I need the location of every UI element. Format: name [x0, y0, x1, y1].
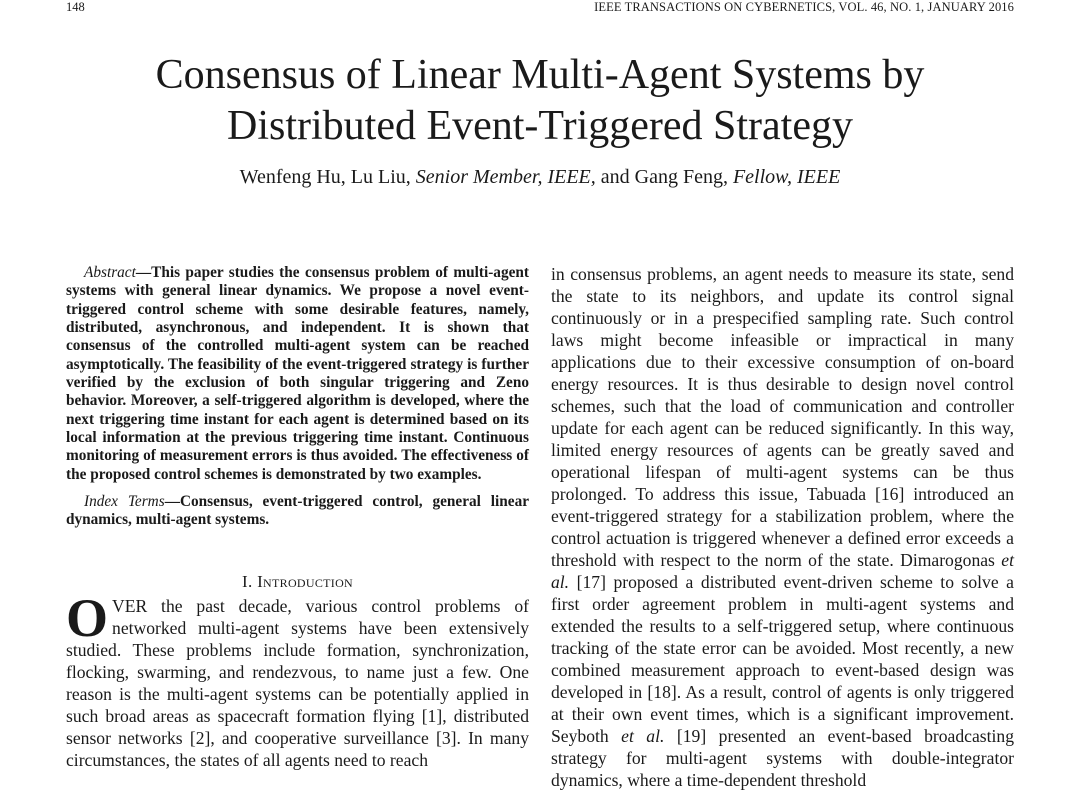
abstract-label: Abstract [84, 264, 136, 281]
citation-etal-2: et al. [621, 726, 665, 746]
citation-etal-1: et al. [551, 550, 1014, 592]
intro-paragraph [66, 587, 529, 771]
right-text-3: [19] presented an event-based broadcasting strategy for multi-agent systems with double-integrator dynamics, where a time-dependent threshold [551, 726, 1014, 790]
page-number: 148 [66, 0, 85, 14]
right-text-2: [17] proposed a distributed event-driven scheme to solve a first order agreement problem in multi-agent systems and extended the results to a self-triggered setup, where continuous tracking of the state error can be avoided. Most recently, a new combined measurement approach to event-based design was developed in [18]. As a result, control of agents is only triggered at their own event times, which is a significant improvement. Seyboth [551, 572, 1014, 746]
title-line-1: Consensus of Linear Multi-Agent Systems by [155, 52, 925, 98]
left-column [66, 264, 529, 771]
title-line-2: Distributed Event-Triggered Strategy [226, 103, 853, 149]
author-1-role: Senior Member, IEEE, [415, 166, 596, 188]
abstract [66, 264, 529, 484]
right-column [551, 263, 1014, 791]
index-terms [66, 493, 529, 530]
author-1: Wenfeng Hu, Lu Liu, [239, 166, 411, 188]
journal-running-head: IEEE TRANSACTIONS ON CYBERNETICS, VOL. 46, NO. 1, JANUARY 2016 [594, 0, 1014, 14]
section-number: I. [242, 571, 253, 591]
drop-cap: O [66, 587, 109, 648]
author-2-role: Fellow, IEEE [732, 166, 841, 188]
section-title: Introduction [257, 571, 353, 591]
section-heading [66, 572, 529, 592]
right-text-1: in consensus problems, an agent needs to measure its state, send the state to its neighbors, and update its control signal continuously or in a prespecified sampling rate. Such control laws might become infeasible or impractical in many applications due to their excessive consumption of on-board energy resources. It is thus desirable to design novel control schemes, such that the load of communication and controller update for each agent can be reduced significantly. In this way, limited energy resources of agents can be greatly saved and operational lifespan of multi-agent systems can be thus prolonged. To address this issue, Tabuada [16] introduced an event-triggered strategy for a stabilization problem, where the control actuation is triggered whenever a defined error exceeds a threshold with respect to the norm of the state. Dimarogonas [551, 264, 1014, 570]
index-terms-text: —Consensus, event-triggered control, general linear dynamics, multi-agent systems. [66, 493, 530, 529]
right-column-paragraph [551, 263, 1014, 791]
abstract-text: —This paper studies the consensus problem of multi-agent systems with general linear dynamics. We propose a novel event-triggered control scheme with some desirable features, namely, distributed, asynchronous, and independent. It is shown that consensus of the controlled multi-agent system can be reached asymptotically. The feasibility of the event-triggered strategy is further verified by the exclusion of both singular triggering and Zeno behavior. Moreover, a self-triggered algorithm is developed, where the next triggering time instant for each agent is determined based on its local information at the previous triggering time instant. Continuous monitoring of measurement errors is thus avoided. The effectiveness of the proposed control schemes is demonstrated by two examples. [66, 264, 529, 483]
intro-text: VER the past decade, various control problems of networked multi-agent systems have been extensively studied. These problems include formation, synchronization, flocking, swarming, and rendezvous, to name just a few. One reason is the multi-agent systems can be potentially applied in such broad areas as spacecraft formation flying [1], distributed sensor networks [2], and cooperative surveillance [3]. In many circumstances, the states of all agents need to reach [66, 595, 529, 770]
index-terms-label: Index Terms [84, 493, 165, 511]
author-2: and Gang Feng, [600, 166, 728, 188]
author-list [0, 164, 1080, 190]
paper-title [0, 50, 1080, 152]
